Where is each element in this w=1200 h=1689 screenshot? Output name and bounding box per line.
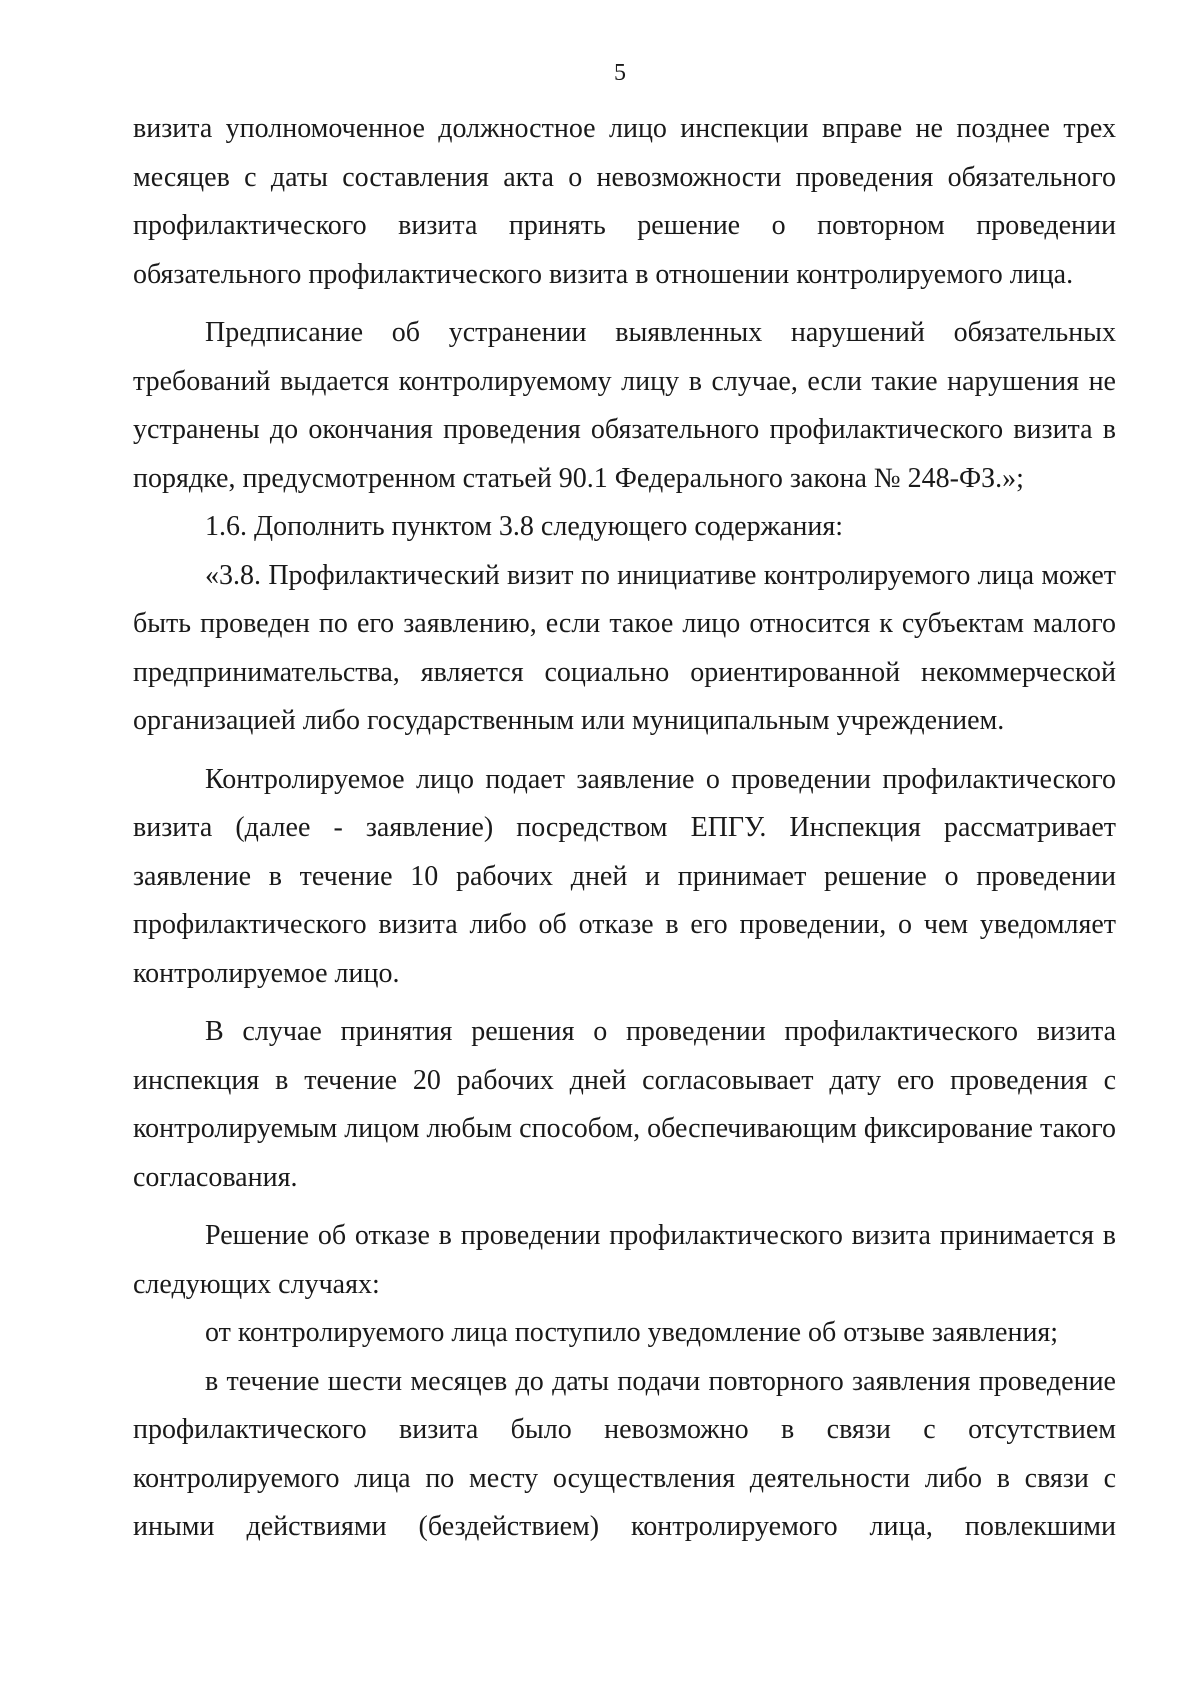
paragraph-refusal-case-2: в течение шести месяцев до даты подачи повторного заявления проведение профилактического визита было невозможно в связи с отсутствием контролируемого лица по месту осуществления деятельности либо в связи с иными действиями (бездействием) контролируемого лица, повлекшими (133, 1365, 1116, 1542)
paragraph-refusal-intro: Решение об отказе в проведении профилактического визита принимается в следующих случаях: (133, 1220, 1116, 1300)
paragraph-clause-3-8: «3.8. Профилактический визит по инициативе контролируемого лица может быть проведен по его заявлению, если такое лицо относится к субъектам малого предпринимательства, является социально ориентированной некоммерческой организацией либо государственным или муниципальным учреждением. (133, 559, 1116, 736)
paragraph-amendment-1-6: 1.6. Дополнить пунктом 3.8 следующего содержания: (205, 511, 844, 542)
paragraph-continuation: визита уполномоченное должностное лицо инспекции вправе не позднее трех месяцев с даты составления акта о невозможности проведения обязательного профилактического визита принять решение о повторном проведении обязательного профилактического визита в отношении контролируемого лица. (133, 113, 1116, 290)
paragraph-refusal-case-1: от контролируемого лица поступило уведомление об отзыве заявления; (205, 1317, 1059, 1348)
document-body (133, 105, 1116, 1552)
paragraph-prescription: Предписание об устранении выявленных нарушений обязательных требований выдается контролируемому лицу в случае, если такие нарушения не устранены до окончания проведения обязательного профилактического визита в порядке, предусмотренном статьей 90.1 Федерального закона № 248-ФЗ.»; (133, 317, 1116, 494)
paragraph-application: Контролируемое лицо подает заявление о проведении профилактического визита (далее - заявление) посредством ЕПГУ. Инспекция рассматривает заявление в течение 10 рабочих дней и принимает решение о проведении профилактического визита либо об отказе в его проведении, о чем уведомляет контролируемое лицо. (133, 763, 1116, 989)
page-number: 5 (614, 60, 626, 86)
paragraph-decision-approval: В случае принятия решения о проведении профилактического визита инспекция в течение 20 рабочих дней согласовывает дату его проведения с контролируемым лицом любым способом, обеспечивающим фиксирование такого согласования. (133, 1016, 1116, 1193)
